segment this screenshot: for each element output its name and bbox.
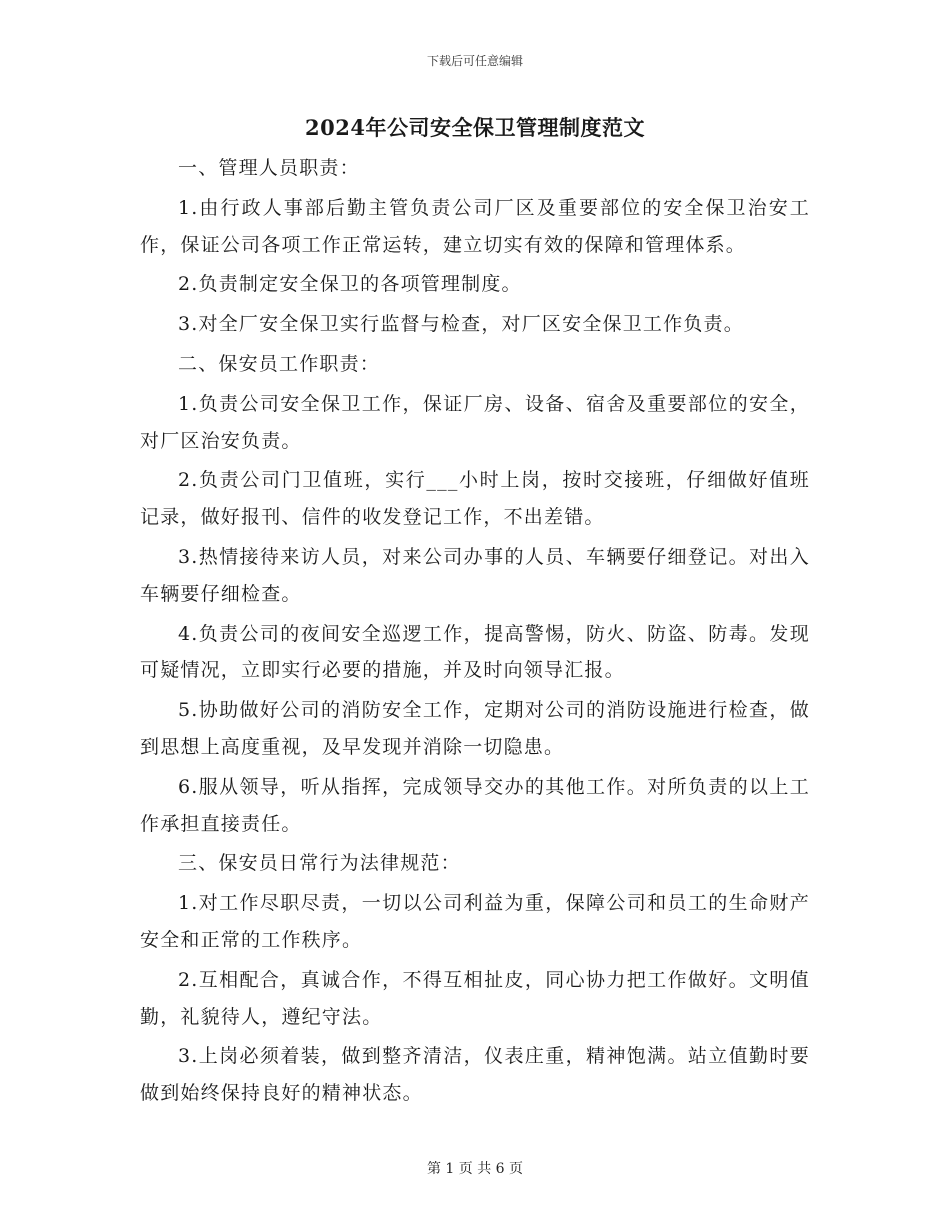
paragraph: 2.互相配合，真诚合作，不得互相扯皮，同心协力把工作做好。文明值勤，礼貌待人，遵纪守法。 bbox=[140, 968, 810, 1028]
document-body bbox=[140, 150, 810, 1115]
paragraph: 1.由行政人事部后勤主管负责公司厂区及重要部位的安全保卫治安工作，保证公司各项工作正常运转，建立切实有效的保障和管理体系。 bbox=[140, 196, 810, 256]
paragraph: 5.协助做好公司的消防安全工作，定期对公司的消防设施进行检查，做到思想上高度重视，及早发现并消除一切隐患。 bbox=[140, 699, 810, 758]
document-title: 2024年公司安全保卫管理制度范文 bbox=[305, 115, 645, 140]
paragraph: 3.上岗必须着装，做到整齐清洁，仪表庄重，精神饱满。站立值勤时要做到始终保持良好的精神状态。 bbox=[140, 1045, 810, 1105]
section-heading-2: 二、保安员工作职责： bbox=[178, 352, 381, 375]
paragraph: 2.负责制定安全保卫的各项管理制度。 bbox=[178, 273, 522, 296]
paragraph: 1.对工作尽职尽责，一切以公司利益为重，保障公司和员工的生命财产安全和正常的工作秩序。 bbox=[140, 892, 810, 951]
page-number: 第 1 页 共 6 页 bbox=[426, 1161, 524, 1177]
paragraph: 6.服从领导，听从指挥，完成领导交办的其他工作。对所负责的以上工作承担直接责任。 bbox=[140, 775, 810, 835]
paragraph: 3.对全厂安全保卫实行监督与检查，对厂区安全保卫工作负责。 bbox=[178, 313, 744, 336]
paragraph: 1.负责公司安全保卫工作，保证厂房、设备、宿舍及重要部位的安全，对厂区治安负责。 bbox=[140, 392, 810, 452]
paragraph: 4.负责公司的夜间安全巡逻工作，提高警惕，防火、防盗、防毒。发现可疑情况，立即实行必要的措施，并及时向领导汇报。 bbox=[140, 622, 810, 682]
paragraph: 2.负责公司门卫值班，实行___小时上岗，按时交接班，仔细做好值班记录，做好报刊、信件的收发登记工作，不出差错。 bbox=[140, 469, 810, 529]
page-header-note: 下载后可任意编辑 bbox=[426, 54, 523, 68]
section-heading-3: 三、保安员日常行为法律规范： bbox=[178, 852, 461, 875]
paragraph: 3.热情接待来访人员，对来公司办事的人员、车辆要仔细登记。对出入车辆要仔细检查。 bbox=[140, 545, 810, 605]
section-heading-1: 一、管理人员职责： bbox=[178, 157, 360, 179]
